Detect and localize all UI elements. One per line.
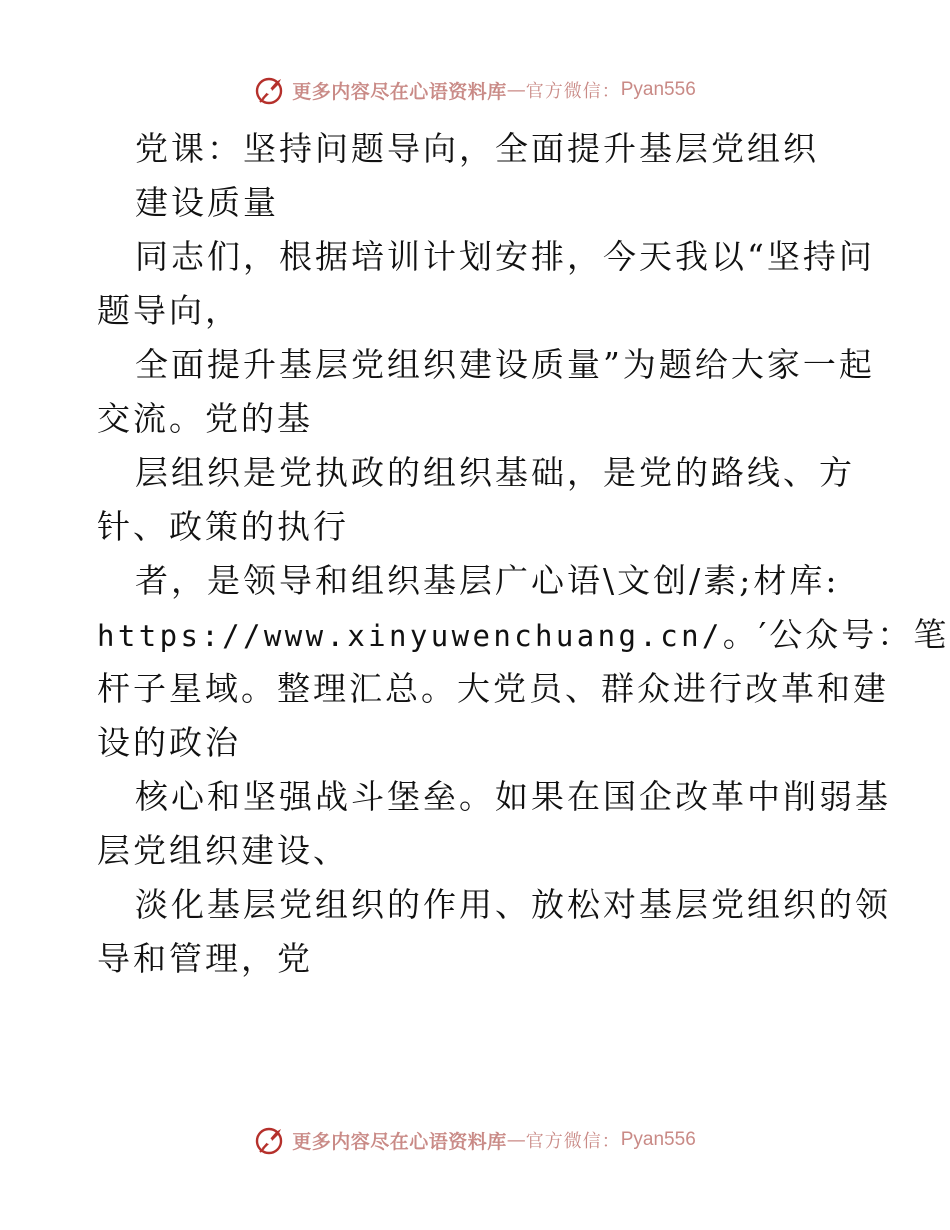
footer-banner [0,1120,950,1160]
paragraph-line: 杆子星域。整理汇总。大党员、群众进行改革和建 [97,669,889,708]
paragraph-line: 者，是领导和组织基层广心语\文创/素;材库: [135,561,840,600]
paragraph-line: 设的政治 [97,723,241,762]
paragraph-line: 层组织是党执政的组织基础，是党的路线、方 [135,453,855,492]
paragraph-line: 交流。党的基 [97,399,313,438]
paragraph-line: 针、政策的执行 [97,507,349,546]
document-title-line-1: 党课：坚持问题导向，全面提升基层党组织 [135,129,819,168]
paragraph-line: 核心和坚强战斗堡垒。如果在国企改革中削弱基 [135,777,891,816]
quill-pen-logo-icon [254,1124,286,1156]
banner-official-label: 官方微信： [525,1131,621,1152]
quill-pen-logo-icon [254,74,286,106]
banner-dash: — [506,1129,526,1151]
banner-brand-text: 更多内容尽在心语资料库 [292,1130,507,1153]
header-banner [0,70,950,110]
paragraph-line: 淡化基层党组织的作用、放松对基层党组织的领 [135,885,891,924]
banner-wechat-id: Pyan556 [620,1129,696,1150]
paragraph-line: 层党组织建设、 [97,831,349,870]
banner-brand-text: 更多内容尽在心语资料库 [292,80,507,103]
document-body [97,122,950,986]
wechat-account-text: 。′公众号：笔 [722,615,950,654]
website-url-text: https://www.xinyuwenchuang.cn/ [97,619,723,653]
paragraph-line: 全面提升基层党组织建设质量”为题给大家一起 [135,345,875,384]
paragraph-line: 同志们，根据培训计划安排，今天我以“坚持问 [135,237,875,276]
paragraph-line: 题导向， [97,291,241,330]
paragraph-line-url [97,608,950,662]
banner-dash: — [506,79,526,101]
banner-official-label: 官方微信： [525,81,621,102]
document-title-line-2: 建设质量 [135,183,279,222]
banner-wechat-id: Pyan556 [620,79,696,100]
paragraph-line: 导和管理，党 [97,939,313,978]
